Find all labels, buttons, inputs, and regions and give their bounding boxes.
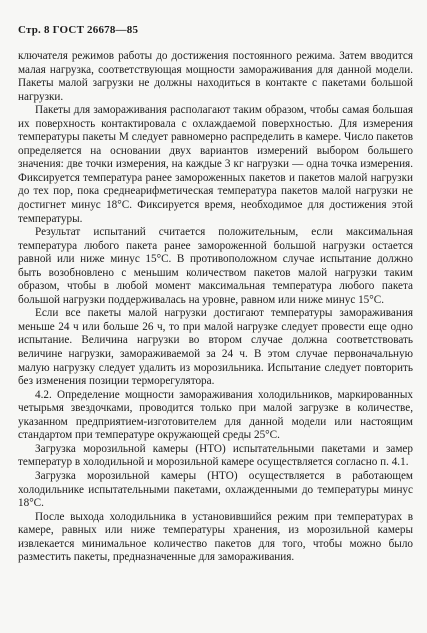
paragraph-8: После выхода холодильника в установившийся режим при температурах в камере, равных или ниже температуры хранения, из морозильной камеры извлекается минимальное количество пакетов для того, чтобы можно было разместить пакеты, предназначенные для замораживания. [18,510,413,564]
paragraph-1: ключателя режимов работы до достижения постоянного режима. Затем вводится малая нагрузка, соответствующая мощности замораживания для данной модели. Пакеты малой загрузки не должны находиться в контакте с пакетами большой нагрузки. [18,50,413,103]
paragraph-7: Загрузка морозильной камеры (НТО) осуществляется в работающем холодильнике испытательными пакетами, охлажденными до температуры минус 18°С. [18,469,413,510]
page-header: Стр. 8 ГОСТ 26678—85 [18,24,139,36]
paragraph-6: Загрузка морозильной камеры (НТО) испытательными пакетами и замер температур в холодильной и морозильной камере осуществляется согласно п. 4.1. [18,442,413,469]
paragraph-5: 4.2. Определение мощности замораживания холодильников, маркированных четырьмя звездочками, проводится только при малой загрузке в количестве, указанном предприятием-изготовителем для данной модели или настоящим стандартом при температуре окружающей среды 25°С. [18,388,413,442]
paragraph-4: Если все пакеты малой нагрузки достигают температуры замораживания меньше 24 ч или больше 26 ч, то при малой нагрузке следует провести еще одно испытание. Величина нагрузки во втором случае должна соответствовать величине нагрузки, замораживаемой за 24 ч. В этом случае первоначальную малую нагрузку следует удалить из морозильника. Испытание следует повторить без изменения позиции терморегулятора. [18,307,413,388]
paragraph-3: Результат испытаний считается положительным, если максимальная температура любого пакета ранее замороженной большой нагрузки остается равной или ниже минус 15°С. В противоположном случае испытание должно быть возобновлено с меньшим количеством пакетов малой нагрузки таким образом, чтобы в любой момент максимальная температура любого пакета большой нагрузки поддерживалась на уровне, равном или ниже минус 15°С. [18,226,413,306]
document-body [18,50,413,565]
paragraph-2: Пакеты для замораживания располагают таким образом, чтобы самая большая их поверхность контактировала с охлаждаемой поверхностью. Для измерения температуры пакеты М следует равномерно распределить в камере. Число пакетов определяется на основании двух вариантов измерений выбором большего значения: две точки измерения, на каждые 3 кг нагрузки — одна точка измерения. Фиксируется температура ранее замороженных пакетов и пакетов малой нагрузки до тех пор, пока среднеарифметическая температура пакетов малой нагрузки не достигнет минус 18°С. Фиксируется время, необходимое для достижения этой температуры. [18,104,413,225]
